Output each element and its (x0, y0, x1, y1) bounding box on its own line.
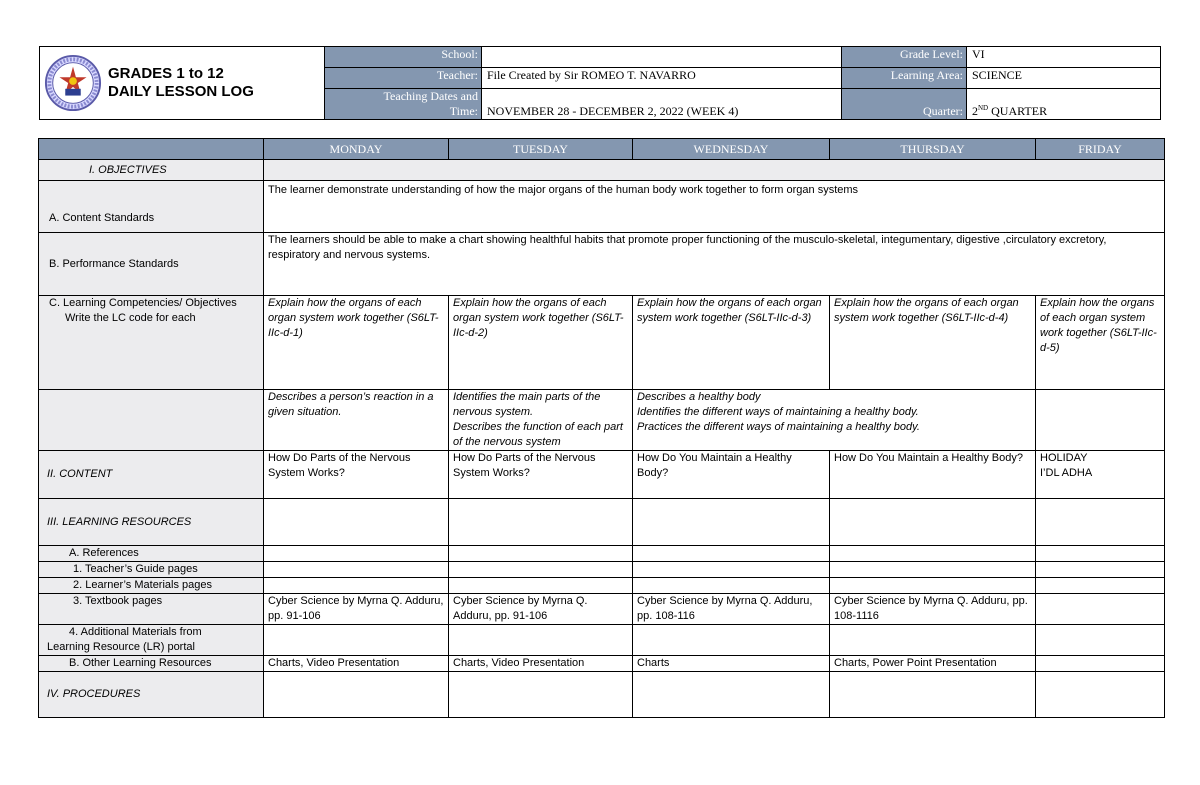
day-monday: MONDAY (264, 139, 449, 160)
specific-objective-wednesday: Describes a healthy body Identifies the different ways of maintaining a healthy body. Practices the different ways of maintaining a healthy body. (633, 390, 1036, 451)
teaching-dates-label-line1: Teaching Dates and (383, 89, 478, 103)
references-tuesday (449, 546, 633, 562)
other-resources-tuesday: Charts, Video Presentation (449, 656, 633, 672)
competency-monday: Explain how the organs of each organ system work together (S6LT-IIc-d-1) (264, 296, 449, 390)
day-tuesday: TUESDAY (449, 139, 633, 160)
specific-objectives-row (39, 390, 1165, 451)
objectives-heading-fill (264, 160, 1165, 181)
objectives-heading: I. OBJECTIVES (39, 160, 264, 181)
day-friday: FRIDAY (1036, 139, 1165, 160)
teachers-guide-tuesday (449, 562, 633, 578)
other-resources-friday (1036, 656, 1165, 672)
additional-materials-monday (264, 625, 449, 656)
quarter-text: QUARTER (988, 104, 1048, 118)
other-resources-wednesday: Charts (633, 656, 830, 672)
teachers-guide-label: 1. Teacher’s Guide pages (39, 562, 264, 578)
references-friday (1036, 546, 1165, 562)
performance-standards-row (39, 233, 1165, 296)
teacher-label: Teacher: (325, 68, 482, 89)
additional-materials-tuesday (449, 625, 633, 656)
teachers-guide-row (39, 562, 1165, 578)
specific-objective-monday: Describes a person’s reaction in a given situation. (264, 390, 449, 451)
lesson-log-header (39, 46, 1161, 120)
competency-thursday: Explain how the organs of each organ system work together (S6LT-IIc-d-4) (830, 296, 1036, 390)
objectives-row (39, 160, 1165, 181)
learning-resources-row (39, 499, 1165, 546)
other-resources-monday: Charts, Video Presentation (264, 656, 449, 672)
learning-resources-label: III. LEARNING RESOURCES (39, 499, 264, 546)
specific-objectives-label (39, 390, 264, 451)
competency-friday: Explain how the organs of each organ system work together (S6LT-IIc-d-5) (1036, 296, 1165, 390)
daily-lesson-log-table (38, 138, 1165, 718)
learning-resources-monday (264, 499, 449, 546)
additional-materials-label-line1: 4. Additional Materials from (69, 626, 202, 638)
textbook-row (39, 594, 1165, 625)
textbook-monday: Cyber Science by Myrna Q. Adduru, pp. 91-106 (264, 594, 449, 625)
learners-materials-monday (264, 578, 449, 594)
content-friday: HOLIDAY I’DL ADHA (1036, 451, 1165, 499)
learners-materials-row (39, 578, 1165, 594)
textbook-wednesday: Cyber Science by Myrna Q. Adduru, pp. 108-116 (633, 594, 830, 625)
content-tuesday: How Do Parts of the Nervous System Works? (449, 451, 633, 499)
additional-materials-label (39, 625, 264, 656)
specific-objective-tuesday: Identifies the main parts of the nervous system. Describes the function of each part of the nervous system (449, 390, 633, 451)
deped-seal-icon (44, 54, 102, 112)
procedures-friday (1036, 672, 1165, 718)
teachers-guide-wednesday (633, 562, 830, 578)
content-row (39, 451, 1165, 499)
references-thursday (830, 546, 1036, 562)
competencies-label (39, 296, 264, 390)
procedures-thursday (830, 672, 1036, 718)
additional-materials-thursday (830, 625, 1036, 656)
competencies-label-line1: C. Learning Competencies/ Objectives (49, 297, 237, 309)
doc-title-line1: GRADES 1 to 12 (108, 65, 224, 82)
other-resources-thursday: Charts, Power Point Presentation (830, 656, 1036, 672)
learners-materials-wednesday (633, 578, 830, 594)
competencies-row (39, 296, 1165, 390)
teachers-guide-thursday (830, 562, 1036, 578)
learning-area-label: Learning Area: (842, 68, 967, 89)
day-header-blank (39, 139, 264, 160)
performance-standards-label: B. Performance Standards (39, 233, 264, 296)
teaching-dates-label (325, 89, 482, 120)
content-standards-label: A. Content Standards (39, 181, 264, 233)
references-label: A. References (39, 546, 264, 562)
teachers-guide-monday (264, 562, 449, 578)
teacher-value: File Created by Sir ROMEO T. NAVARRO (482, 68, 842, 89)
references-row (39, 546, 1165, 562)
grade-level-value: VI (967, 47, 1161, 68)
textbook-tuesday: Cyber Science by Myrna Q. Adduru, pp. 91-106 (449, 594, 633, 625)
school-label: School: (325, 47, 482, 68)
procedures-row (39, 672, 1165, 718)
teachers-guide-friday (1036, 562, 1165, 578)
day-thursday: THURSDAY (830, 139, 1036, 160)
specific-objective-friday (1036, 390, 1165, 451)
references-monday (264, 546, 449, 562)
content-thursday: How Do You Maintain a Healthy Body? (830, 451, 1036, 499)
competency-wednesday: Explain how the organs of each organ system work together (S6LT-IIc-d-3) (633, 296, 830, 390)
day-wednesday: WEDNESDAY (633, 139, 830, 160)
learning-resources-friday (1036, 499, 1165, 546)
content-label: II. CONTENT (39, 451, 264, 499)
procedures-tuesday (449, 672, 633, 718)
procedures-monday (264, 672, 449, 718)
learning-resources-wednesday (633, 499, 830, 546)
content-wednesday: How Do You Maintain a Healthy Body? (633, 451, 830, 499)
competencies-label-line2: Write the LC code for each (65, 312, 196, 324)
day-header-row (39, 139, 1165, 160)
textbook-thursday: Cyber Science by Myrna Q. Adduru, pp. 108-1116 (830, 594, 1036, 625)
learners-materials-thursday (830, 578, 1036, 594)
learning-resources-tuesday (449, 499, 633, 546)
content-standards-row (39, 181, 1165, 233)
textbook-friday (1036, 594, 1165, 625)
grade-level-label: Grade Level: (842, 47, 967, 68)
teaching-dates-label-line2: Time: (449, 104, 478, 118)
other-resources-row (39, 656, 1165, 672)
content-monday: How Do Parts of the Nervous System Works? (264, 451, 449, 499)
doc-title-line2: DAILY LESSON LOG (108, 83, 254, 100)
procedures-wednesday (633, 672, 830, 718)
school-value (482, 47, 842, 68)
learners-materials-label: 2. Learner’s Materials pages (39, 578, 264, 594)
competency-tuesday: Explain how the organs of each organ system work together (S6LT-IIc-d-2) (449, 296, 633, 390)
quarter-label: Quarter: (842, 89, 967, 120)
procedures-label: IV. PROCEDURES (39, 672, 264, 718)
learners-materials-friday (1036, 578, 1165, 594)
teaching-dates-value: NOVEMBER 28 - DECEMBER 2, 2022 (WEEK 4) (482, 89, 842, 120)
additional-materials-wednesday (633, 625, 830, 656)
quarter-suffix: ND (978, 104, 989, 112)
references-wednesday (633, 546, 830, 562)
performance-standards-value: The learners should be able to make a chart showing healthful habits that promote proper functioning of the musculo-skeletal, integumentary, digestive ,circulatory excretory, respiratory and nervous systems. (264, 233, 1165, 296)
additional-materials-row (39, 625, 1165, 656)
learners-materials-tuesday (449, 578, 633, 594)
textbook-label: 3. Textbook pages (39, 594, 264, 625)
content-standards-value: The learner demonstrate understanding of how the major organs of the human body work together to form organ systems (264, 181, 1165, 233)
additional-materials-friday (1036, 625, 1165, 656)
learning-resources-thursday (830, 499, 1036, 546)
header-title-cell (40, 47, 325, 120)
learning-area-value: SCIENCE (967, 68, 1161, 89)
additional-materials-label-line2: Learning Resource (LR) portal (47, 641, 195, 653)
other-resources-label: B. Other Learning Resources (39, 656, 264, 672)
quarter-value (967, 89, 1161, 120)
quarter-number: 2 (972, 104, 978, 118)
